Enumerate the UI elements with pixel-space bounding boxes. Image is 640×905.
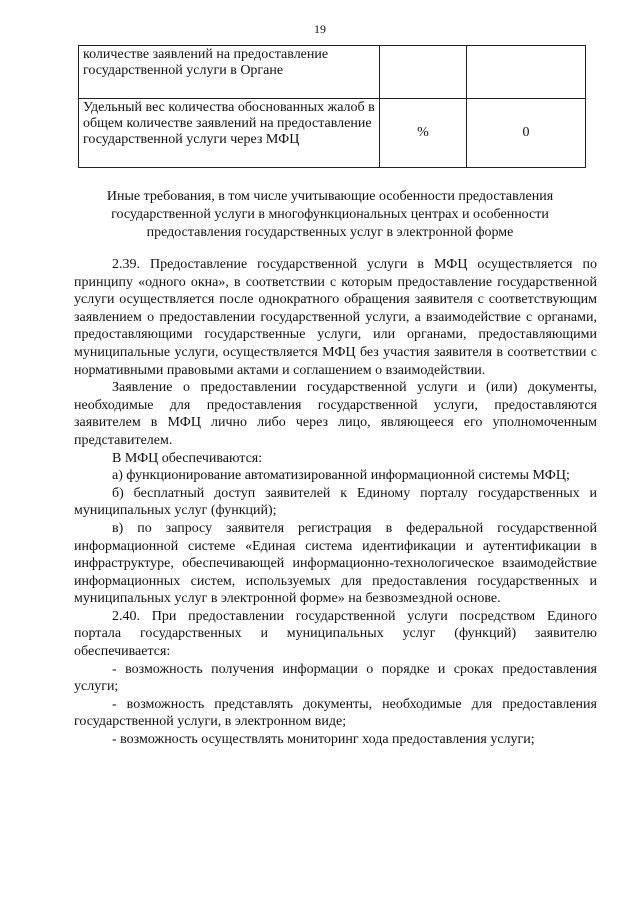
list-item: в) по запросу заявителя регистрация в федеральной государственной информационной системе «Единая система идентификации и аутентификации в инфраструктуре, обеспечивающей информационно-технологическое взаимодействие информационных систем, используемых для предоставления государственных и муниципальных услуг в электронной форме» на безвозмездной основе.	[74, 520, 597, 607]
table-cell-value: 0	[467, 99, 586, 168]
table-cell-label: количестве заявлений на предоставление государственной услуги в Органе	[79, 46, 380, 99]
indicators-table	[78, 45, 586, 168]
list-item: - возможность осуществлять мониторинг хода предоставления услуги;	[112, 732, 535, 748]
paragraph-2-39: 2.39. Предоставление государственной услуги в МФЦ осуществляется по принципу «одного окна», в соответствии с которым предоставление государственной услуги осуществляется после однократного обращения заявителя с соответствующим заявлением о предоставлении государственной услуги, а взаимодействие с органами, предоставляющими государственные услуги, или органами, предоставляющими муниципальные услуги, осуществляется МФЦ без участия заявителя в соответствии с нормативными правовыми актами и соглашением о взаимодействии.	[74, 257, 597, 378]
list-item: - возможность представлять документы, необходимые для предоставления государственной услуги, в электронном виде;	[74, 696, 597, 730]
list-item: - возможность получения информации о порядке и сроках предоставления услуги;	[74, 661, 597, 695]
table-cell-unit	[380, 46, 467, 99]
list-item: б) бесплатный доступ заявителей к Единому порталу государственных и муниципальных услуг (функций);	[74, 485, 597, 519]
body-text	[74, 256, 597, 749]
paragraph: В МФЦ обеспечиваются:	[112, 450, 263, 466]
table-cell-unit: %	[380, 99, 467, 168]
paragraph-2-40: 2.40. При предоставлении государственной услуги посредством Единого портала государственных и муниципальных услуг (функций) заявителю обеспечивается:	[74, 608, 597, 660]
table-cell-value	[467, 46, 586, 99]
page-number: 19	[314, 22, 326, 36]
table-row	[79, 46, 586, 99]
paragraph: Заявление о предоставлении государственной услуги и (или) документы, необходимые для предоставления государственной услуги, предоставляются заявителем в МФЦ лично либо через лицо, являющееся его уполномоченным представителем.	[74, 380, 597, 448]
table-cell-label: Удельный вес количества обоснованных жалоб в общем количестве заявлений на предоставление государственной услуги через МФЦ	[79, 99, 380, 168]
list-item: а) функционирование автоматизированной информационной системы МФЦ;	[112, 468, 570, 484]
section-heading: Иные требования, в том числе учитывающие особенности предоставления государственной услуги в многофункциональных центрах и особенности предоставления государственных услуг в электронной форме	[106, 189, 554, 240]
table-row	[79, 99, 586, 168]
